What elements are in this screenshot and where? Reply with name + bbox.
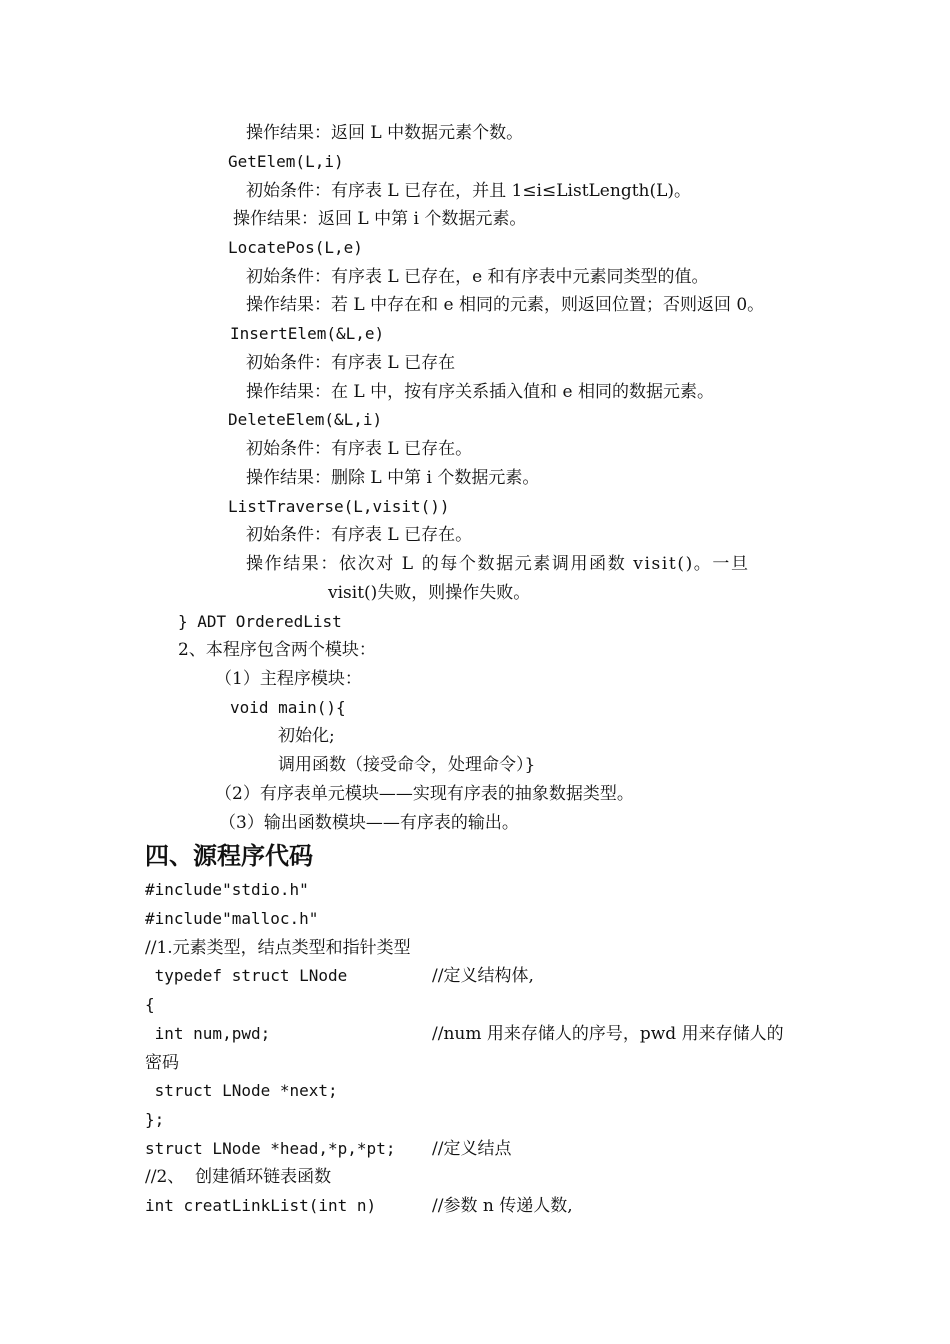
adt-function-signature: LocatePos(L,e) [228,238,363,257]
code-line: struct LNode *head,*p,*pt; [145,1139,396,1158]
adt-line: visit()失败，则操作失败。 [328,583,531,603]
code-line: int num,pwd; [145,1024,271,1043]
adt-line: 操作结果：若 L 中存在和 e 相同的元素，则返回位置；否则返回 0。 [246,295,765,315]
adt-line: 初始条件：有序表 L 已存在，e 和有序表中元素同类型的值。 [246,267,709,287]
main-body-line: 调用函数（接受命令，处理命令）} [278,755,536,775]
code-comment-line: //1.元素类型，结点类型和指针类型 [145,938,411,958]
code-inline-comment: //参数 n 传递人数, [432,1196,573,1216]
adt-line: 操作结果：返回 L 中数据元素个数。 [246,123,524,143]
adt-end: } ADT OrderedList [178,612,342,631]
adt-line: 初始条件：有序表 L 已存在。 [246,439,473,459]
adt-function-signature: DeleteElem(&L,i) [228,410,383,429]
code-line: typedef struct LNode [145,966,348,985]
adt-line: 初始条件：有序表 L 已存在。 [246,525,473,545]
adt-line: 操作结果：在 L 中，按有序关系插入值和 e 相同的数据元素。 [246,382,714,402]
adt-line: 操作结果：删除 L 中第 i 个数据元素。 [246,468,540,488]
section-title: 四、源程序代码 [145,842,313,870]
adt-function-signature: ListTraverse(L,visit()) [228,497,450,516]
adt-line: 初始条件：有序表 L 已存在 [246,353,456,373]
code-inline-comment: //定义结点 [432,1139,512,1159]
code-line: struct LNode *next; [145,1081,338,1100]
code-line: }; [145,1110,165,1129]
module-item: （3）输出函数模块——有序表的输出。 [219,813,519,833]
code-line: { [145,995,155,1014]
code-line: #include"stdio.h" [145,880,309,899]
adt-function-signature: GetElem(L,i) [228,152,344,171]
adt-line: 操作结果：依次对 L 的每个数据元素调用函数 visit()。一旦 [246,554,750,574]
code-inline-comment: //num 用来存储人的序号，pwd 用来存储人的 [432,1024,784,1044]
code-inline-comment: //定义结构体, [432,966,534,986]
code-line: int creatLinkList(int n) [145,1196,377,1215]
code-comment-line: //2、 创建循环链表函数 [145,1167,332,1187]
code-comment-continuation: 密码 [145,1053,179,1073]
main-signature: void main(){ [230,698,346,717]
adt-line: 操作结果：返回 L 中第 i 个数据元素。 [233,209,527,229]
module-item: （1）主程序模块： [215,669,362,689]
adt-function-signature: InsertElem(&L,e) [230,324,385,343]
modules-intro: 2、本程序包含两个模块： [178,640,376,660]
code-line: #include"malloc.h" [145,909,319,928]
module-item: （2）有序表单元模块——实现有序表的抽象数据类型。 [215,784,634,804]
main-body-line: 初始化; [278,726,335,746]
adt-line: 初始条件：有序表 L 已存在，并且 1≤i≤ListLength(L)。 [246,181,692,201]
